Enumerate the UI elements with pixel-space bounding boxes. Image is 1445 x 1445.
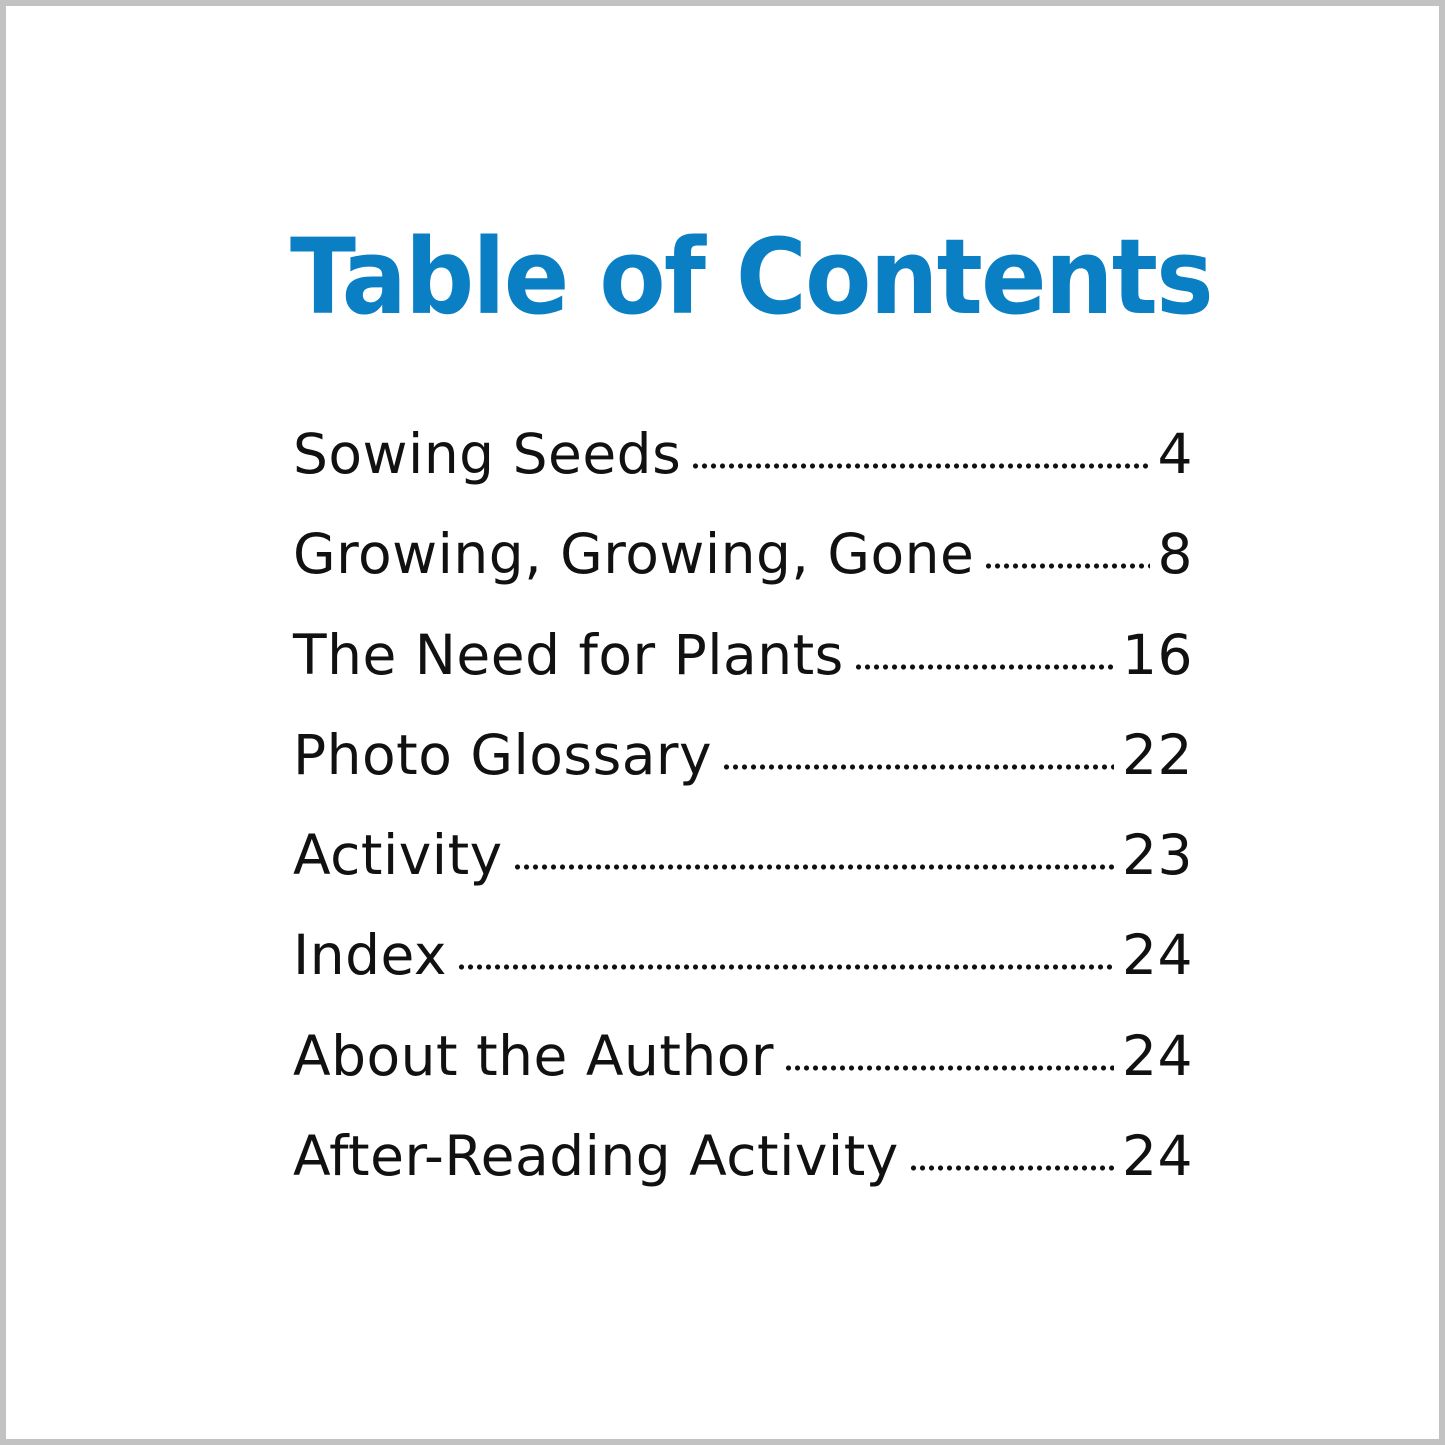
toc-entry-about-the-author bbox=[293, 1006, 1193, 1106]
toc-entry-after-reading-activity bbox=[293, 1106, 1193, 1206]
toc-entry-page-number: 23 bbox=[1122, 823, 1193, 888]
toc-entry-page-number: 24 bbox=[1122, 923, 1193, 988]
dot-leader bbox=[854, 662, 1114, 672]
toc-entry-index bbox=[293, 905, 1193, 1005]
toc-entry-label: Growing, Growing, Gone bbox=[293, 522, 975, 587]
toc-entry-photo-glossary bbox=[293, 705, 1193, 805]
dot-leader bbox=[457, 962, 1114, 972]
toc-entry-page-number: 4 bbox=[1157, 422, 1193, 486]
dot-leader bbox=[784, 1063, 1114, 1073]
toc-entry-need-for-plants bbox=[293, 605, 1193, 705]
page-title: Table of Contents bbox=[290, 216, 1212, 338]
toc-entry-page-number: 24 bbox=[1122, 1023, 1193, 1088]
dot-leader bbox=[691, 461, 1149, 471]
dot-leader bbox=[984, 561, 1149, 571]
table-of-contents-list bbox=[293, 404, 1193, 1206]
dot-leader bbox=[513, 862, 1114, 872]
dot-leader bbox=[909, 1163, 1114, 1173]
toc-entry-label: Activity bbox=[293, 823, 503, 888]
toc-entry-label: After-Reading Activity bbox=[293, 1124, 899, 1189]
toc-entry-label: Index bbox=[293, 923, 447, 988]
toc-entry-label: Sowing Seeds bbox=[293, 422, 682, 486]
toc-entry-page-number: 22 bbox=[1122, 722, 1193, 787]
dot-leader bbox=[722, 762, 1114, 772]
toc-entry-page-number: 8 bbox=[1157, 522, 1193, 587]
toc-entry-sowing-seeds bbox=[293, 404, 1193, 504]
toc-entry-label: About the Author bbox=[293, 1023, 775, 1088]
toc-entry-page-number: 16 bbox=[1122, 622, 1193, 687]
toc-entry-activity bbox=[293, 805, 1193, 905]
toc-entry-page-number: 24 bbox=[1122, 1124, 1193, 1189]
toc-entry-label: Photo Glossary bbox=[293, 722, 713, 787]
toc-entry-growing-growing-gone bbox=[293, 504, 1193, 604]
toc-entry-label: The Need for Plants bbox=[293, 622, 844, 687]
